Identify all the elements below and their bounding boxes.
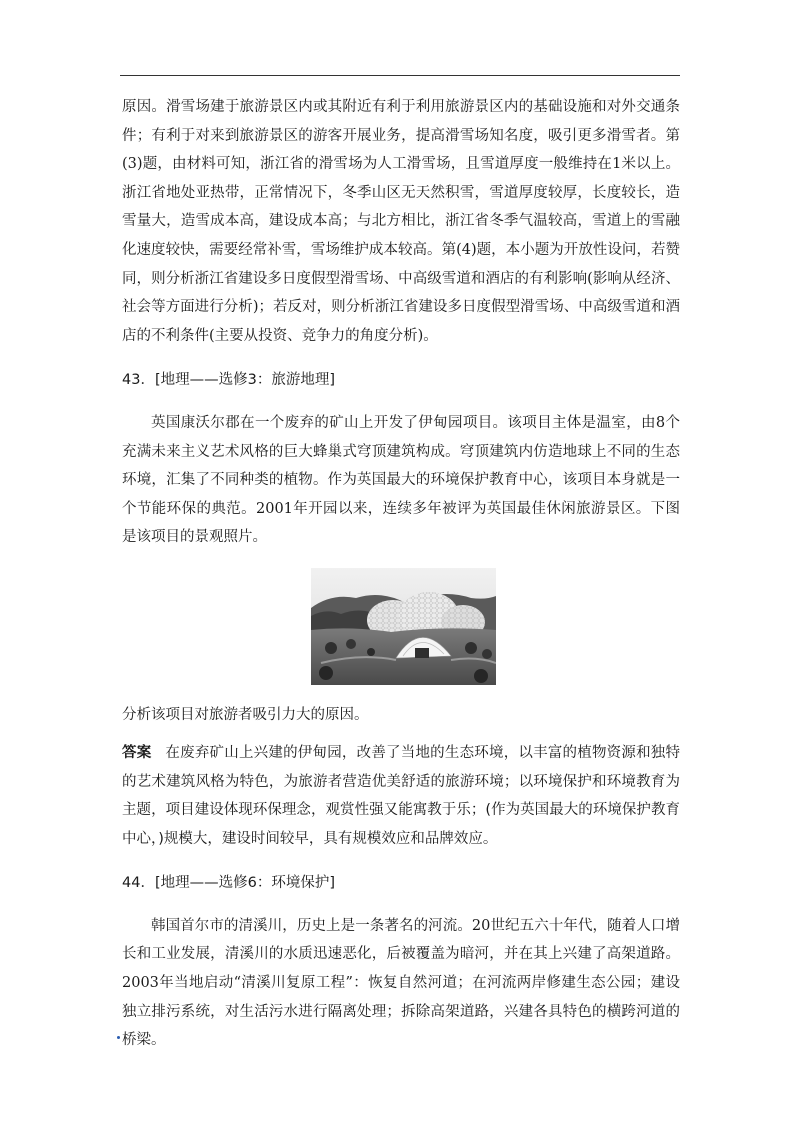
question-43-prompt: 分析该项目对旅游者吸引力大的原因。 [122, 706, 369, 723]
photo-container [122, 568, 680, 685]
question-43-material: 英国康沃尔郡在一个废弃的矿山上开发了伊甸园项目。该项目主体是温室，由8个充满未来主义艺术风格的巨大蜂巢式穹顶建筑构成。穹顶建筑内仿造地球上不同的生态环境，汇集了不同种类的植物。作为英国最大的环境保护教育中心，该项目本身就是一个节能环保的典范。2001年开园以来，连续多年被评为英国最佳休闲旅游景区。下图是该项目的景观照片。 [122, 414, 680, 546]
answer-text: 在废弃矿山上兴建的伊甸园，改善了当地的生态环境，以丰富的植物资源和独特的艺术建筑风格为特色，为旅游者营造优美舒适的旅游环境；以环境保护和环境教育为主题，项目建设体现环保理念，观赏性强又能寓教于乐；(作为英国最大的环境保护教育中心，)规模大，建设时间较早，具有规模效应和品牌效应。 [122, 744, 681, 847]
page-content [122, 93, 680, 1055]
header-rule [120, 75, 680, 76]
page-marker-dot [117, 1036, 120, 1039]
previous-answer-paragraph: 原因。滑雪场建于旅游景区内或其附近有利于利用旅游景区内的基础设施和对外交通条件；有利于对来到旅游景区的游客开展业务，提高滑雪场知名度，吸引更多滑雪者。第(3)题，由材料可知，浙江省的滑雪场为人工滑雪场，且雪道厚度一般维持在1米以上。浙江省地处亚热带，正常情况下，冬季山区无天然积雪，雪道厚度较厚，长度较长，造雪量大，造雪成本高，建设成本高；与北方相比，浙江省冬季气温较高，雪道上的雪融化速度较快，需要经常补雪，雪场维护成本较高。第(4)题，本小题为开放性设问，若赞同，则分析浙江省建设多日度假型滑雪场、中高级雪道和酒店的有利影响(影响从经济、社会等方面进行分析)；若反对，则分析浙江省建设多日度假型滑雪场、中高级雪道和酒店的不利条件(主要从投资、竞争力的角度分析)。 [122, 99, 680, 344]
question-44-heading: 44．[地理——选修6：环境保护] [122, 875, 335, 892]
question-43-heading: 43．[地理——选修3：旅游地理] [122, 372, 335, 389]
question-43-answer [122, 739, 680, 853]
question-44-material: 韩国首尔市的清溪川，历史上是一条著名的河流。20世纪五六十年代，随着人口增长和工业发展，清溪川的水质迅速恶化，后被覆盖为暗河，并在其上兴建了高架道路。2003年当地启动“清溪川复原工程”：恢复自然河道；在河流两岸修建生态公园；建设独立排污系统，对生活污水进行隔离处理；拆除高架道路，兴建各具特色的横跨河道的桥梁。 [122, 917, 680, 1049]
eden-project-photo [311, 568, 496, 685]
answer-label: 答案 [122, 744, 152, 761]
